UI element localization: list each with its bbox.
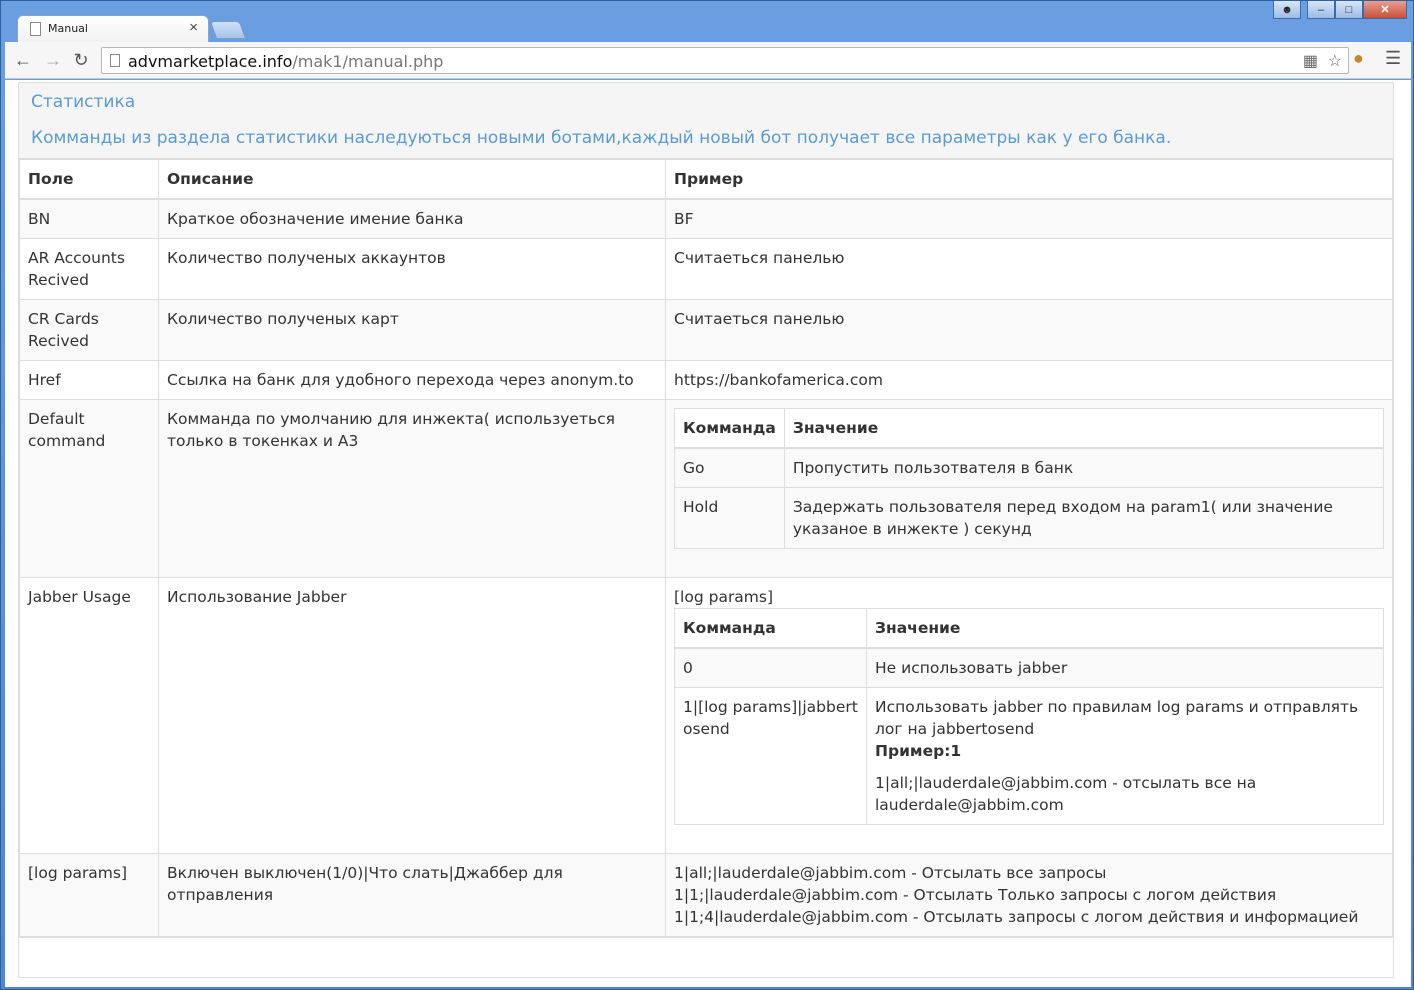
description-cell: Краткое обозначение имение банка: [159, 199, 666, 239]
field-cell: Default command: [20, 400, 159, 578]
section-title: Статистика: [31, 92, 136, 112]
table-row: [675, 688, 1384, 825]
menu-icon[interactable]: ☰: [1385, 48, 1402, 68]
description-cell: Количество полученых карт: [159, 300, 666, 361]
back-icon[interactable]: ←: [14, 49, 32, 70]
new-tab-button[interactable]: [210, 21, 247, 39]
tab-title: Manual: [48, 22, 88, 35]
field-cell: [log params]: [20, 854, 159, 937]
example-cell: https://bankofamerica.com: [666, 361, 1393, 400]
field-cell: CR Cards Recived: [20, 300, 159, 361]
default-command-table: [674, 408, 1384, 549]
table-row: [675, 648, 1384, 688]
value-cell: Пропустить пользотвателя в банк: [784, 448, 1383, 488]
field-cell: BN: [20, 199, 159, 239]
column-header: Комманда: [675, 409, 785, 449]
document-icon: [30, 22, 41, 36]
browser-toolbar: [5, 42, 1411, 79]
jabber-table: [674, 608, 1384, 825]
panel-footer: [19, 937, 1393, 957]
column-header: Значение: [784, 409, 1383, 449]
value-cell: Задержать пользователя перед входом на param1( или значение указаное в инжекте ) секунд: [784, 488, 1383, 549]
example-prefix: [log params]: [674, 588, 774, 606]
address-bar[interactable]: [101, 47, 1349, 74]
table-header-row: [20, 160, 1393, 200]
maximize-button[interactable]: □: [1335, 1, 1363, 19]
cookie-extension-icon[interactable]: ●: [1353, 48, 1364, 68]
column-header: Описание: [159, 160, 666, 200]
example-line: 1|1;4|lauderdale@jabbim.com - Отсылать запросы с логом действия и информацией: [674, 908, 1359, 926]
page-icon: [110, 54, 120, 67]
section-description: Комманды из раздела статистики наследуються новыми ботами,каждый новый бот получает все параметры как у его банка.: [31, 128, 1172, 148]
column-header: Пример: [666, 160, 1393, 200]
table-row: [20, 578, 1393, 854]
example-cell: [666, 578, 1393, 854]
command-cell: Hold: [675, 488, 785, 549]
description-cell: Количество полученых аккаунтов: [159, 239, 666, 300]
description-cell: Использование Jabber: [159, 578, 666, 854]
close-tab-icon[interactable]: ×: [189, 19, 198, 36]
example-line: 1|1;|lauderdale@jabbim.com - Отсылать Только запросы с логом действия: [674, 886, 1277, 904]
bookmark-star-icon[interactable]: ☆: [1327, 53, 1342, 70]
forward-icon[interactable]: →: [44, 49, 62, 70]
value-text: Использовать jabber по правилам log params и отправлять лог на jabbertosend: [875, 698, 1359, 738]
example-cell: BF: [666, 199, 1393, 239]
description-cell: Включен выключен(1/0)|Что слать|Джаббер для отправления: [159, 854, 666, 937]
command-cell: 1|[log params]|jabbertosend: [675, 688, 867, 825]
example-cell: [666, 854, 1393, 937]
table-row: [20, 361, 1393, 400]
user-icon[interactable]: ☻: [1273, 1, 1301, 19]
table-row: [20, 400, 1393, 578]
field-cell: AR Accounts Recived: [20, 239, 159, 300]
table-row: [20, 239, 1393, 300]
minimize-button[interactable]: –: [1307, 1, 1335, 19]
example-cell: [666, 400, 1393, 578]
value-cell: [867, 688, 1384, 825]
commands-table: [19, 159, 1393, 937]
url-host: advmarketplace.info: [128, 52, 293, 71]
value-cell: Не использовать jabber: [867, 648, 1384, 688]
tab-strip: [1, 1, 1414, 41]
tab-manual[interactable]: [17, 15, 209, 42]
command-cell: 0: [675, 648, 867, 688]
description-cell: Комманда по умолчанию для инжекта( используеться только в токенках и A3: [159, 400, 666, 578]
manual-panel: [18, 82, 1394, 978]
close-window-button[interactable]: ✕: [1363, 1, 1407, 19]
reload-icon[interactable]: ↻: [73, 49, 89, 70]
example-label: Пример:1: [875, 742, 962, 760]
table-row: [675, 448, 1384, 488]
table-row: [20, 300, 1393, 361]
example-cell: Считаеться панелью: [666, 239, 1393, 300]
table-row: [20, 199, 1393, 239]
table-row: [20, 854, 1393, 937]
column-header: Значение: [867, 609, 1384, 649]
field-cell: Jabber Usage: [20, 578, 159, 854]
command-cell: Go: [675, 448, 785, 488]
table-row: [675, 488, 1384, 549]
panel-heading: [19, 83, 1393, 159]
description-cell: Ссылка на банк для удобного перехода через anonym.to: [159, 361, 666, 400]
translate-icon[interactable]: ▦: [1302, 53, 1318, 70]
example-text: 1|all;|lauderdale@jabbim.com - отсылать все на lauderdale@jabbim.com: [875, 774, 1257, 814]
column-header: Поле: [20, 160, 159, 200]
column-header: Комманда: [675, 609, 867, 649]
example-line: 1|all;|lauderdale@jabbim.com - Отсылать все запросы: [674, 864, 1107, 882]
field-cell: Href: [20, 361, 159, 400]
example-cell: Считаеться панелью: [666, 300, 1393, 361]
url-path: /mak1/manual.php: [292, 52, 444, 71]
page-content: [5, 80, 1411, 987]
